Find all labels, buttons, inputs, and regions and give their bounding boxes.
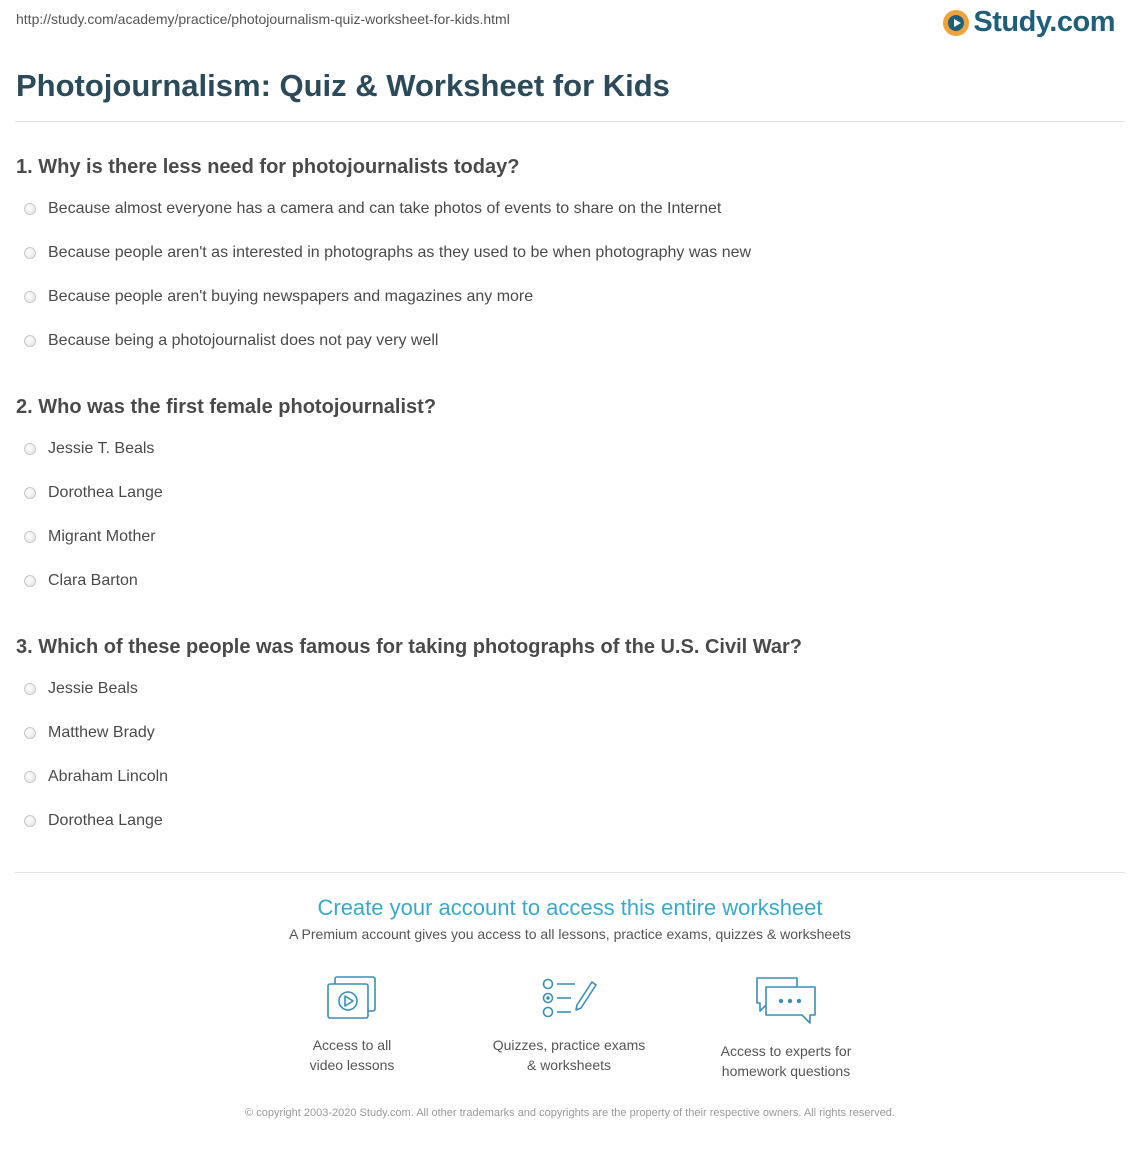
option-label: Jessie Beals [48, 680, 138, 697]
cta-divider [15, 872, 1125, 873]
option-label: Matthew Brady [48, 724, 155, 741]
cta-subtitle: A Premium account gives you access to all lessons, practice exams, quizzes & worksheets [289, 926, 851, 942]
q3-option-1[interactable] [24, 680, 138, 698]
feature-caption-line: homework questions [721, 1063, 851, 1079]
page-title: Photojournalism: Quiz & Worksheet for Kids [16, 68, 670, 103]
q3-option-3[interactable] [24, 768, 168, 786]
feature-caption-line: Quizzes, practice exams [492, 1037, 646, 1053]
study-logo-text: Study.com [973, 6, 1115, 38]
feature-caption-line: Access to all [312, 1037, 392, 1053]
option-label: Dorothea Lange [48, 812, 163, 829]
radio-icon[interactable] [24, 575, 36, 587]
q2-option-2[interactable] [24, 484, 163, 502]
option-label: Because people aren't as interested in photographs as they used to be when photography was new [48, 244, 752, 261]
feature-video-lessons [252, 975, 452, 1075]
quiz-checklist-icon [541, 975, 597, 1021]
option-label: Because people aren't buying newspapers and magazines any more [48, 288, 534, 305]
q3-option-4[interactable] [24, 812, 163, 830]
feature-caption-line: & worksheets [526, 1057, 612, 1073]
radio-icon[interactable] [24, 203, 36, 215]
option-label: Abraham Lincoln [48, 768, 169, 785]
radio-icon[interactable] [24, 771, 36, 783]
q1-option-3[interactable] [24, 288, 533, 306]
radio-icon[interactable] [24, 487, 36, 499]
option-label: Because almost everyone has a camera and can take photos of events to share on the Internet [48, 200, 722, 217]
option-label: Migrant Mother [48, 528, 156, 545]
radio-icon[interactable] [24, 815, 36, 827]
q1-option-2[interactable] [24, 244, 751, 262]
question-2: 2. Who was the first female photojournalist? [16, 396, 437, 418]
radio-icon[interactable] [24, 531, 36, 543]
radio-icon[interactable] [24, 683, 36, 695]
radio-icon[interactable] [24, 335, 36, 347]
feature-quizzes [469, 975, 669, 1075]
radio-icon[interactable] [24, 291, 36, 303]
option-label: Dorothea Lange [48, 484, 163, 501]
title-divider [15, 121, 1125, 122]
cta-title-link[interactable]: Create your account to access this entire worksheet [317, 895, 823, 920]
copyright-text: © copyright 2003-2020 Study.com. All other trademarks and copyrights are the property of their respective owners. All rights reserved. [245, 1107, 895, 1119]
q1-option-1[interactable] [24, 200, 721, 218]
radio-icon[interactable] [24, 727, 36, 739]
question-3: 3. Which of these people was famous for taking photographs of the U.S. Civil War? [16, 636, 802, 658]
feature-caption-line: video lessons [309, 1057, 395, 1073]
study-logo[interactable] [943, 6, 1115, 39]
q2-option-3[interactable] [24, 528, 156, 546]
url-bar[interactable]: http://study.com/academy/practice/photojournalism-quiz-worksheet-for-kids.html [16, 11, 510, 27]
feature-caption-line: Access to experts for [720, 1043, 852, 1059]
radio-icon[interactable] [24, 247, 36, 259]
option-label: Because being a photojournalist does not pay very well [48, 332, 439, 349]
question-1: 1. Why is there less need for photojournalists today? [16, 156, 520, 178]
q2-option-1[interactable] [24, 440, 154, 458]
option-label: Clara Barton [48, 572, 138, 589]
q3-option-2[interactable] [24, 724, 155, 742]
chat-bubbles-icon [754, 975, 818, 1027]
video-lessons-icon [325, 975, 379, 1021]
feature-experts [686, 975, 886, 1081]
q2-option-4[interactable] [24, 572, 138, 590]
q1-option-4[interactable] [24, 332, 438, 350]
study-logo-icon [943, 10, 969, 36]
option-label: Jessie T. Beals [48, 440, 155, 457]
radio-icon[interactable] [24, 443, 36, 455]
